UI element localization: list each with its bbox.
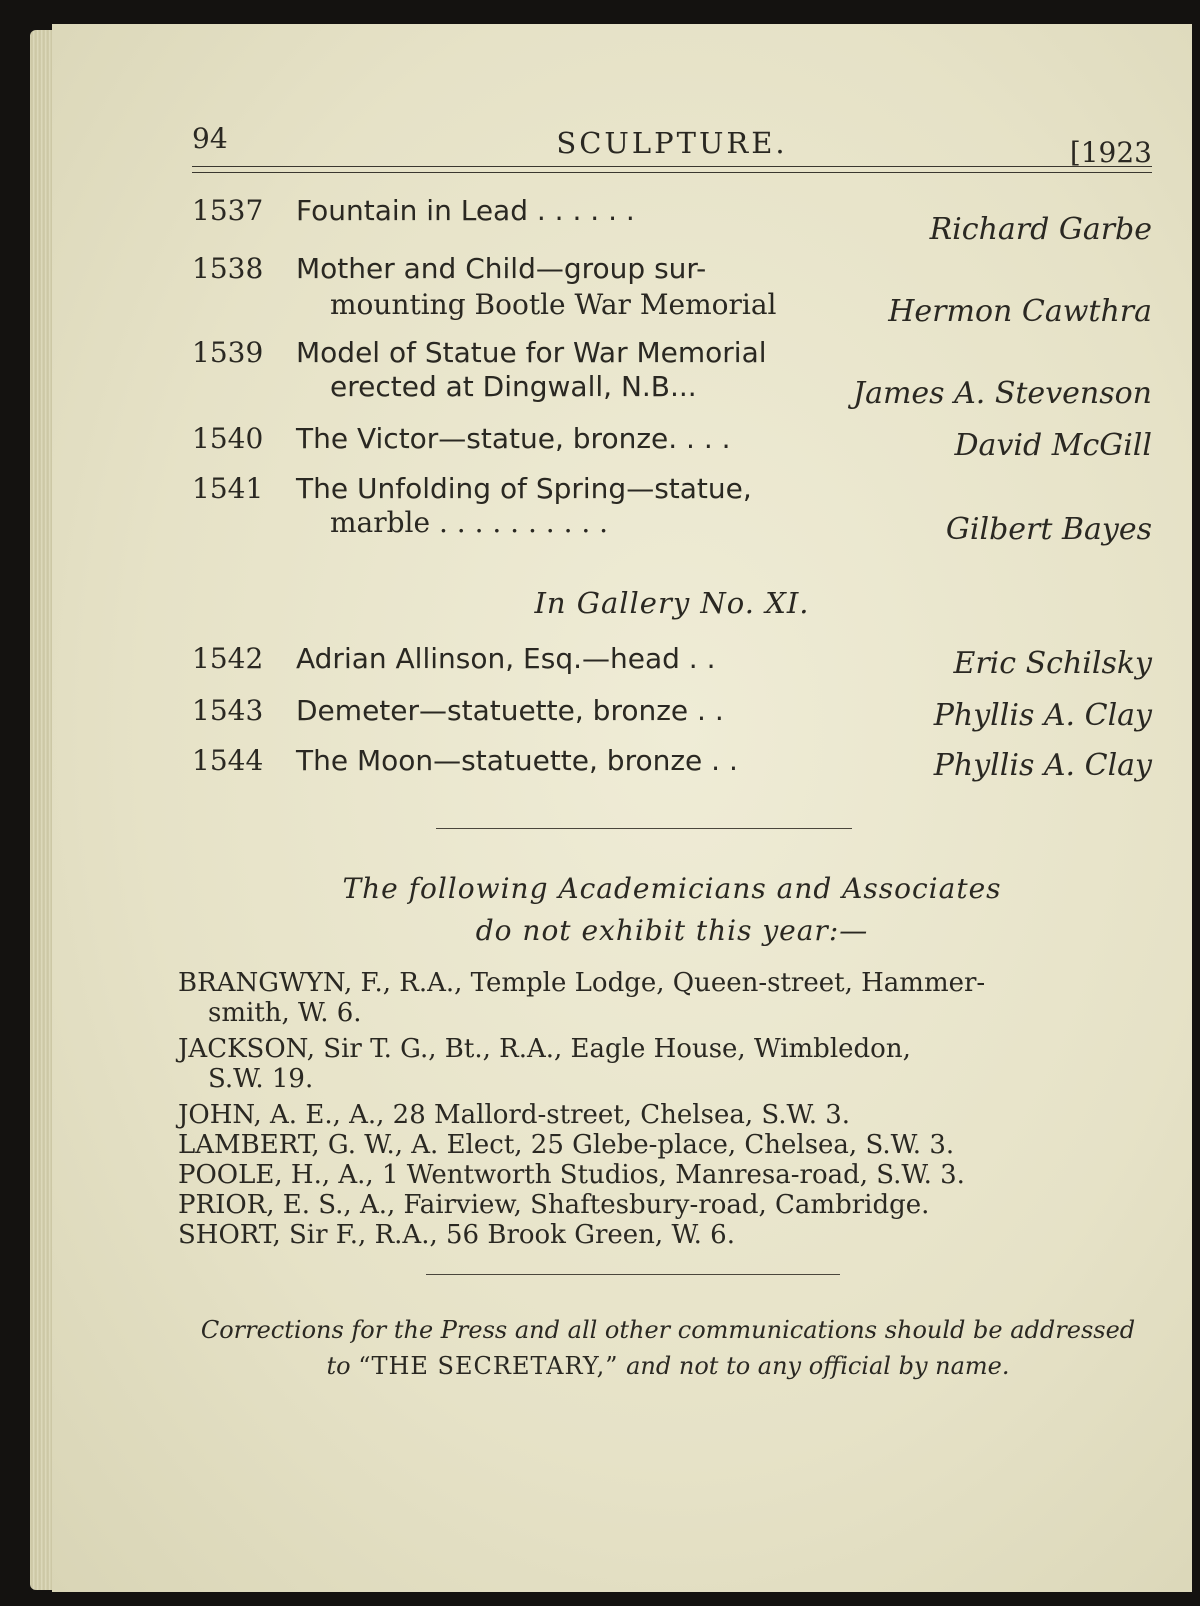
book-page bbox=[52, 24, 1192, 1592]
footer-line-2 bbox=[178, 1352, 1158, 1380]
member-entry bbox=[178, 1130, 1158, 1160]
entry-title-continued: erected at Dingwall, N.B... bbox=[330, 370, 697, 403]
notice-line-2: do not exhibit this year:— bbox=[475, 914, 869, 947]
catalogue-entry bbox=[192, 252, 1152, 336]
entry-number: 1543 bbox=[192, 694, 264, 727]
entry-title: Mother and Child—group sur- bbox=[296, 252, 707, 285]
notice-line-1: The following Academicians and Associates bbox=[342, 872, 1002, 905]
entry-artist: Hermon Cawthra bbox=[888, 294, 1152, 329]
footer-divider bbox=[426, 1274, 840, 1275]
catalogue-entry bbox=[192, 472, 1152, 558]
entry-artist: David McGill bbox=[954, 428, 1152, 463]
entry-title: The Unfolding of Spring—statue, bbox=[296, 472, 752, 505]
catalogue-entry bbox=[192, 422, 1152, 468]
catalogue-entry bbox=[192, 642, 1152, 688]
entry-title-continued: mounting Bootle War Memorial bbox=[330, 288, 777, 321]
entry-number: 1538 bbox=[192, 252, 264, 285]
catalogue-entry bbox=[192, 336, 1152, 420]
footer-prefix: to bbox=[326, 1352, 351, 1380]
member-address: PRIOR, E. S., A., Fairview, Shaftesbury-road, Cambridge. bbox=[178, 1190, 930, 1220]
member-address: POOLE, H., A., 1 Wentworth Studios, Manresa-road, S.W. 3. bbox=[178, 1160, 965, 1190]
footer-secretary: “THE SECRETARY,” bbox=[358, 1352, 619, 1380]
entry-title: Adrian Allinson, Esq.—head . . bbox=[296, 642, 716, 675]
member-entry bbox=[178, 1160, 1158, 1190]
entry-artist: Phyllis A. Clay bbox=[933, 748, 1152, 783]
member-address-continued: smith, W. 6. bbox=[208, 998, 362, 1028]
page-number: 94 bbox=[192, 122, 228, 155]
entry-number: 1539 bbox=[192, 336, 264, 369]
catalogue-entry bbox=[192, 194, 1152, 247]
member-address: BRANGWYN, F., R.A., Temple Lodge, Queen-street, Hammer- bbox=[178, 968, 986, 998]
section-divider bbox=[436, 828, 852, 829]
entry-artist: Richard Garbe bbox=[929, 212, 1152, 247]
member-address: SHORT, Sir F., R.A., 56 Brook Green, W. 6. bbox=[178, 1220, 735, 1250]
entry-title-continued: marble . . . . . . . . . . bbox=[330, 506, 609, 539]
entry-title: Fountain in Lead . . . . . . bbox=[296, 194, 635, 227]
entry-number: 1540 bbox=[192, 422, 264, 455]
member-entry bbox=[178, 1190, 1158, 1220]
entry-number: 1541 bbox=[192, 472, 264, 505]
entry-artist: Eric Schilsky bbox=[953, 646, 1152, 681]
gallery-heading: In Gallery No. XI. bbox=[534, 586, 810, 620]
entry-artist: Phyllis A. Clay bbox=[933, 698, 1152, 733]
member-entry bbox=[178, 968, 1158, 1028]
footer-line-1 bbox=[178, 1316, 1158, 1344]
member-entry bbox=[178, 1034, 1158, 1094]
entry-artist: Gilbert Bayes bbox=[945, 512, 1152, 547]
entry-number: 1542 bbox=[192, 642, 264, 675]
header-rule bbox=[192, 166, 1152, 173]
member-address: JOHN, A. E., A., 28 Mallord-street, Chelsea, S.W. 3. bbox=[178, 1100, 851, 1130]
entry-number: 1544 bbox=[192, 744, 264, 777]
member-entry bbox=[178, 1100, 1158, 1130]
page-header bbox=[192, 100, 1152, 169]
entry-title: Demeter—statuette, bronze . . bbox=[296, 694, 724, 727]
member-address: JACKSON, Sir T. G., Bt., R.A., Eagle House, Wimbledon, bbox=[178, 1034, 911, 1064]
entry-artist: James A. Stevenson bbox=[853, 376, 1152, 411]
entry-title: Model of Statue for War Memorial bbox=[296, 336, 767, 369]
member-address: LAMBERT, G. W., A. Elect, 25 Glebe-place, Chelsea, S.W. 3. bbox=[178, 1130, 955, 1160]
running-title: SCULPTURE. bbox=[556, 126, 788, 160]
footer-text: Corrections for the Press and all other communications should be addressed bbox=[200, 1316, 1136, 1344]
member-address-continued: S.W. 19. bbox=[208, 1064, 314, 1094]
catalogue-entry bbox=[192, 744, 1152, 790]
member-entry bbox=[178, 1220, 1158, 1250]
year-marker: [1923 bbox=[1069, 136, 1152, 169]
footer-suffix: and not to any official by name. bbox=[626, 1352, 1010, 1380]
entry-title: The Moon—statuette, bronze . . bbox=[296, 744, 738, 777]
entry-title: The Victor—statue, bronze. . . . bbox=[296, 422, 731, 455]
entry-number: 1537 bbox=[192, 194, 264, 227]
catalogue-entry bbox=[192, 694, 1152, 740]
